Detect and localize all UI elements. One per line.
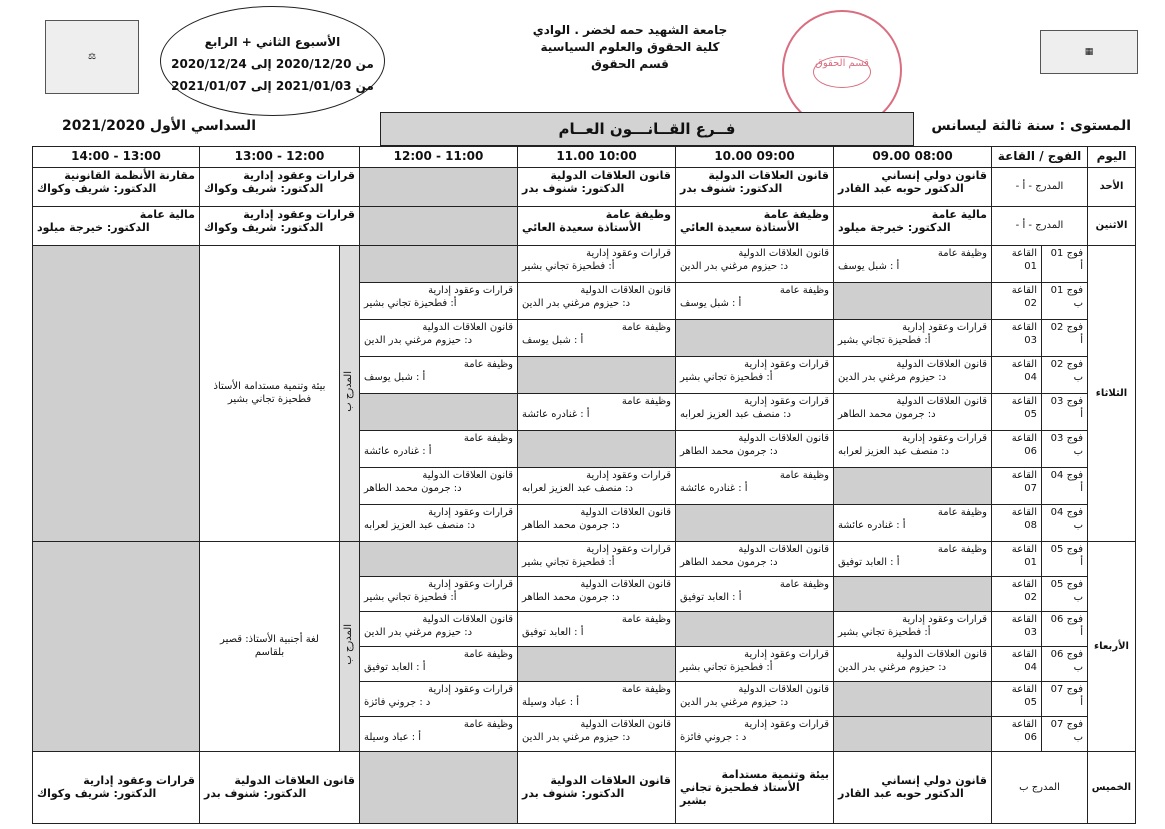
group-label: فوج 07 ب <box>1042 716 1088 751</box>
empty-sunday-4 <box>360 167 518 206</box>
day-tuesday: الثلاثاء <box>1088 245 1136 541</box>
group-label: فوج 01 أ <box>1042 245 1088 282</box>
stamp-text: قسم الحقوق <box>813 56 871 88</box>
session-tue-6-2: وظيفة عامة أ : غنادره عائشة <box>676 467 834 504</box>
room-label: القاعة 04 <box>992 356 1042 393</box>
room-label: القاعة 05 <box>992 393 1042 430</box>
session-wed-0-3: قرارات وعقود إدارية أ: فطحيزة تجاني بشير <box>518 542 676 577</box>
session-wed-3-1: قانون العلاقات الدولية د: حيزوم مرغني بدر الدين <box>834 646 992 681</box>
session-sunday-2: قانون العلاقات الدولية الدكتور: شنوف بدر <box>676 167 834 206</box>
session-tue-5-3 <box>518 430 676 467</box>
session-wed-2-4: قانون العلاقات الدولية د: حيزوم مرغني بدر الدين <box>360 611 518 646</box>
day-monday: الاثنين <box>1088 206 1136 245</box>
session-tue-5-1: قرارات وعقود إدارية د: منصف عبد العزيز لعرابه <box>834 430 992 467</box>
room-monday: المدرج - أ - <box>992 206 1088 245</box>
room-thursday: المدرج ب <box>992 751 1088 823</box>
session-tue-7-4: قرارات وعقود إدارية د: منصف عبد العزيز لعرابه <box>360 504 518 541</box>
session-tue-1-3: قانون العلاقات الدولية د: حيزوم مرغني بدر الدين <box>518 282 676 319</box>
session-tue-0-1: وظيفة عامة أ : شبل يوسف <box>834 245 992 282</box>
session-tue-5-2: قانون العلاقات الدولية د: جرمون محمد الطاهر <box>676 430 834 467</box>
room-sunday: المدرج - أ - <box>992 167 1088 206</box>
institution-header <box>520 22 740 73</box>
room-label: القاعة 04 <box>992 646 1042 681</box>
session-tue-1-4: قرارات وعقود إدارية أ: فطحيزة تجاني بشير <box>360 282 518 319</box>
session-wed-4-1 <box>834 681 992 716</box>
amphi-course-tuesday: بيئة وتنمية مستدامة الأستاذ فطحيزة تجاني بشير <box>200 245 340 541</box>
session-wed-5-4: وظيفة عامة أ : عباد وسيلة <box>360 716 518 751</box>
col-slot-3: 10:00 11.00 <box>518 147 676 168</box>
room-label: القاعة 06 <box>992 430 1042 467</box>
session-wed-5-2: قرارات وعقود إدارية د : جروني فائزة <box>676 716 834 751</box>
group-label: فوج 01 ب <box>1042 282 1088 319</box>
session-tue-6-3: قرارات وعقود إدارية د: منصف عبد العزيز لعرابه <box>518 467 676 504</box>
empty-wednesday-6 <box>33 542 200 752</box>
session-tue-2-4: قانون العلاقات الدولية د: حيزوم مرغني بدر الدين <box>360 319 518 356</box>
amphi-tuesday: المدرج ب <box>340 245 360 541</box>
session-tue-1-1 <box>834 282 992 319</box>
session-monday-5: قرارات وعقود إدارية الدكتور: شريف وكواك <box>200 206 360 245</box>
amphi-wednesday: المدرج ب <box>340 542 360 752</box>
col-group-room: الفوج / القاعة <box>992 147 1088 168</box>
session-wed-0-1: وظيفة عامة أ : العابد توفيق <box>834 542 992 577</box>
group-label: فوج 06 أ <box>1042 611 1088 646</box>
group-label: فوج 03 ب <box>1042 430 1088 467</box>
session-wed-3-3 <box>518 646 676 681</box>
week-oval <box>160 6 385 116</box>
faculty-name: كلية الحقوق والعلوم السياسية <box>540 40 720 54</box>
department-name: قسم الحقوق <box>591 57 669 71</box>
group-label: فوج 02 ب <box>1042 356 1088 393</box>
session-tue-6-1 <box>834 467 992 504</box>
room-label: القاعة 01 <box>992 542 1042 577</box>
session-thursday-2: بيئة وتنمية مستدامة الأستاذ فطحيزة تجاني بشير <box>676 751 834 823</box>
session-tue-4-3: وظيفة عامة أ : غنادره عائشة <box>518 393 676 430</box>
empty-monday-4 <box>360 206 518 245</box>
session-wed-1-2: وظيفة عامة أ : العابد توفيق <box>676 576 834 611</box>
session-sunday-1: قانون دولي إنساني الدكتور حوبه عبد القادر <box>834 167 992 206</box>
col-slot-5: 12:00 - 13:00 <box>200 147 360 168</box>
session-sunday-5: قرارات وعقود إدارية الدكتور: شريف وكواك <box>200 167 360 206</box>
row-sunday <box>33 167 1136 206</box>
group-label: فوج 02 أ <box>1042 319 1088 356</box>
session-wed-3-2: قرارات وعقود إدارية أ: فطحيزة تجاني بشير <box>676 646 834 681</box>
timetable <box>32 146 1136 824</box>
room-label: القاعة 02 <box>992 576 1042 611</box>
session-tue-2-1: قرارات وعقود إدارية أ: فطحيزة تجاني بشير <box>834 319 992 356</box>
session-tue-2-2 <box>676 319 834 356</box>
session-tue-3-4: وظيفة عامة أ : شبل يوسف <box>360 356 518 393</box>
session-monday-6: مالية عامة الدكتور: خيرجة ميلود <box>33 206 200 245</box>
session-sunday-3: قانون العلاقات الدولية الدكتور: شنوف بدر <box>518 167 676 206</box>
session-tue-0-2: قانون العلاقات الدولية د: حيزوم مرغني بدر الدين <box>676 245 834 282</box>
row-tuesday-0 <box>33 245 1136 282</box>
amphi-course-wednesday: لغة أجنبية الأستاذ: قصير بلقاسم <box>200 542 340 752</box>
col-slot-6: 13:00 - 14:00 <box>33 147 200 168</box>
group-label: فوج 04 ب <box>1042 504 1088 541</box>
empty-tuesday-6 <box>33 245 200 541</box>
room-label: القاعة 03 <box>992 611 1042 646</box>
group-label: فوج 04 أ <box>1042 467 1088 504</box>
session-monday-3: وظيفة عامة الأستاذة سعيدة العائي <box>518 206 676 245</box>
session-wed-0-2: قانون العلاقات الدولية د: جرمون محمد الطاهر <box>676 542 834 577</box>
semester-label: السداسي الأول 2021/2020 <box>62 118 256 134</box>
day-thursday: الخميس <box>1088 751 1136 823</box>
day-wednesday: الأربعاء <box>1088 542 1136 752</box>
session-tue-3-1: قانون العلاقات الدولية د: حيزوم مرغني بدر الدين <box>834 356 992 393</box>
row-thursday <box>33 751 1136 823</box>
empty-thursday-4 <box>360 751 518 823</box>
session-wed-4-3: وظيفة عامة أ : عباد وسيلة <box>518 681 676 716</box>
week-title: الأسبوع الثاني + الرابع <box>204 35 341 49</box>
session-wed-0-4 <box>360 542 518 577</box>
session-sunday-6: مقارنة الأنظمة القانونية الدكتور: شريف وكواك <box>33 167 200 206</box>
col-slot-4: 11:00 - 12:00 <box>360 147 518 168</box>
group-label: فوج 07 أ <box>1042 681 1088 716</box>
room-label: القاعة 03 <box>992 319 1042 356</box>
level-label: المستوى : سنة ثالثة ليسانس <box>931 118 1131 134</box>
session-tue-7-3: قانون العلاقات الدولية د: جرمون محمد الطاهر <box>518 504 676 541</box>
session-wed-3-4: وظيفة عامة أ : العابد توفيق <box>360 646 518 681</box>
session-monday-2: وظيفة عامة الأستاذة سعيدة العائي <box>676 206 834 245</box>
session-tue-3-3 <box>518 356 676 393</box>
session-tue-7-2 <box>676 504 834 541</box>
session-tue-4-2: قرارات وعقود إدارية د: منصف عبد العزيز لعرابه <box>676 393 834 430</box>
session-thursday-3: قانون العلاقات الدولية الدكتور: شنوف بدر <box>518 751 676 823</box>
session-thursday-6: قرارات وعقود إدارية الدكتور: شريف وكواك <box>33 751 200 823</box>
group-label: فوج 03 أ <box>1042 393 1088 430</box>
session-tue-4-1: قانون العلاقات الدولية د: جرمون محمد الطاهر <box>834 393 992 430</box>
room-label: القاعة 06 <box>992 716 1042 751</box>
session-monday-1: مالية عامة الدكتور: خيرجة ميلود <box>834 206 992 245</box>
session-wed-2-1: قرارات وعقود إدارية أ: فطحيزة تجاني بشير <box>834 611 992 646</box>
col-day: اليوم <box>1088 147 1136 168</box>
session-wed-1-4: قرارات وعقود إدارية أ: فطحيزة تجاني بشير <box>360 576 518 611</box>
session-wed-1-1 <box>834 576 992 611</box>
session-wed-4-4: قرارات وعقود إدارية د : جروني فائزة <box>360 681 518 716</box>
session-tue-0-3: قرارات وعقود إدارية أ: فطحيزة تجاني بشير <box>518 245 676 282</box>
branch-title: فــرع القــانـــون العــام <box>380 112 914 146</box>
session-thursday-1: قانون دولي إنساني الدكتور حوبه عبد القادر <box>834 751 992 823</box>
session-tue-4-4 <box>360 393 518 430</box>
session-tue-2-3: وظيفة عامة أ : شبل يوسف <box>518 319 676 356</box>
room-label: القاعة 05 <box>992 681 1042 716</box>
session-wed-4-2: قانون العلاقات الدولية د: حيزوم مرغني بدر الدين <box>676 681 834 716</box>
row-monday <box>33 206 1136 245</box>
session-tue-1-2: وظيفة عامة أ : شبل يوسف <box>676 282 834 319</box>
group-label: فوج 05 أ <box>1042 542 1088 577</box>
session-wed-5-1 <box>834 716 992 751</box>
session-tue-3-2: قرارات وعقود إدارية أ: فطحيزة تجاني بشير <box>676 356 834 393</box>
col-slot-2: 09:00 10.00 <box>676 147 834 168</box>
session-wed-2-3: وظيفة عامة أ : العابد توفيق <box>518 611 676 646</box>
room-label: القاعة 01 <box>992 245 1042 282</box>
room-label: القاعة 02 <box>992 282 1042 319</box>
col-slot-1: 08:00 09.00 <box>834 147 992 168</box>
faculty-logo-right: ▦ <box>1040 30 1138 74</box>
session-tue-0-4 <box>360 245 518 282</box>
session-wed-1-3: قانون العلاقات الدولية د: جرمون محمد الطاهر <box>518 576 676 611</box>
row-wednesday-0 <box>33 542 1136 577</box>
university-logo-left: ⚖ <box>45 20 139 94</box>
session-tue-7-1: وظيفة عامة أ : غنادره عائشة <box>834 504 992 541</box>
room-label: القاعة 07 <box>992 467 1042 504</box>
room-label: القاعة 08 <box>992 504 1042 541</box>
session-thursday-5: قانون العلاقات الدولية الدكتور: شنوف بدر <box>200 751 360 823</box>
session-tue-6-4: قانون العلاقات الدولية د: جرمون محمد الطاهر <box>360 467 518 504</box>
week-range-2: من 2021/01/03 إلى 2021/01/07 <box>171 79 374 93</box>
session-tue-5-4: وظيفة عامة أ : غنادره عائشة <box>360 430 518 467</box>
day-sunday: الأحد <box>1088 167 1136 206</box>
session-wed-5-3: قانون العلاقات الدولية د: حيزوم مرغني بدر الدين <box>518 716 676 751</box>
group-label: فوج 05 ب <box>1042 576 1088 611</box>
university-name: جامعة الشهيد حمه لخضر . الوادي <box>532 23 728 37</box>
week-range-1: من 2020/12/20 إلى 2020/12/24 <box>171 57 374 71</box>
group-label: فوج 06 ب <box>1042 646 1088 681</box>
session-wed-2-2 <box>676 611 834 646</box>
